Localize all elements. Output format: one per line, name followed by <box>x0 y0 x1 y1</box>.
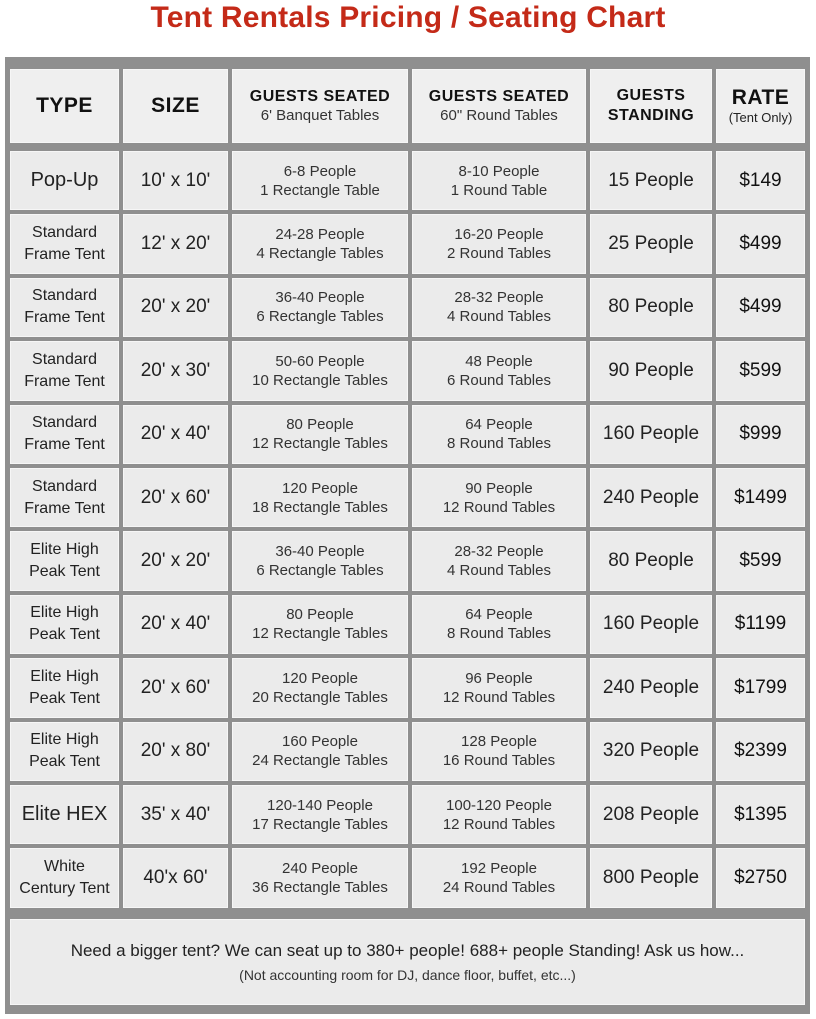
tent-type-line: Frame Tent <box>24 309 105 327</box>
tent-type-line: Frame Tent <box>24 436 105 454</box>
banquet-guests: 120 People <box>282 669 358 687</box>
round-guests: 128 People <box>461 733 537 751</box>
row-6-size-cell <box>123 468 228 527</box>
banquet-tables: 12 Rectangle Tables <box>252 435 388 453</box>
banquet-tables: 10 Rectangle Tables <box>252 371 388 389</box>
standing-guests: 15 People <box>608 169 694 191</box>
round-guests: 28-32 People <box>454 543 544 561</box>
round-guests: 16-20 People <box>454 226 544 244</box>
row-5-round-cell <box>412 405 586 464</box>
banquet-tables: 24 Rectangle Tables <box>252 752 388 770</box>
row-2-type-cell <box>10 214 119 273</box>
row-12-round-cell <box>412 848 586 907</box>
row-7-type-cell <box>10 531 119 590</box>
standing-guests: 208 People <box>602 803 700 825</box>
header-rate-label: RATE <box>731 86 790 109</box>
header-standing-line2: STANDING <box>607 107 695 124</box>
row-11-size-cell <box>123 785 228 844</box>
round-guests: 96 People <box>465 669 533 687</box>
rate-price: $499 <box>739 296 782 318</box>
row-2-standing-cell <box>590 214 712 273</box>
tent-size: 20' x 60' <box>140 676 211 698</box>
rate-price: $599 <box>739 359 782 381</box>
row-2-banquet-cell <box>232 214 408 273</box>
row-7-standing-cell <box>590 531 712 590</box>
row-4-rate-cell <box>716 341 805 400</box>
rate-price: $599 <box>739 550 782 572</box>
round-tables: 8 Round Tables <box>447 435 551 453</box>
row-8-banquet-cell <box>232 595 408 654</box>
tent-size: 20' x 60' <box>140 486 211 508</box>
round-guests: 192 People <box>461 860 537 878</box>
tent-type-line: Standard <box>32 414 97 432</box>
tent-type-line: White <box>44 858 85 876</box>
banquet-tables: 18 Rectangle Tables <box>252 498 388 516</box>
row-5-type-cell <box>10 405 119 464</box>
row-6-banquet-cell <box>232 468 408 527</box>
banquet-guests: 24-28 People <box>275 226 365 244</box>
footer-main-text: Need a bigger tent? We can seat up to 380+ people! 688+ people Standing! Ask us how... <box>70 941 745 960</box>
pricing-table <box>5 57 810 1014</box>
round-tables: 16 Round Tables <box>442 752 556 770</box>
round-guests: 64 People <box>465 416 533 434</box>
row-4-round-cell <box>412 341 586 400</box>
rate-price: $1499 <box>734 486 787 508</box>
tent-type-line: Century Tent <box>19 880 110 898</box>
tent-type-line: Peak Tent <box>29 753 100 771</box>
row-12-type-cell <box>10 848 119 907</box>
banquet-guests: 120-140 People <box>267 796 373 814</box>
row-8-rate-cell <box>716 595 805 654</box>
round-tables: 1 Round Table <box>450 181 548 199</box>
row-12-standing-cell <box>590 848 712 907</box>
row-6-standing-cell <box>590 468 712 527</box>
standing-guests: 160 People <box>602 423 700 445</box>
rate-price: $149 <box>739 169 782 191</box>
row-1-size-cell <box>123 151 228 210</box>
standing-guests: 25 People <box>608 233 694 255</box>
header-size-label: SIZE <box>151 94 200 117</box>
standing-guests: 800 People <box>602 867 700 889</box>
row-12-size-cell <box>123 848 228 907</box>
rate-price: $1799 <box>734 676 787 698</box>
tent-type-line: Elite HEX <box>21 803 108 826</box>
banquet-tables: 4 Rectangle Tables <box>256 245 384 263</box>
tent-size: 12' x 20' <box>140 233 211 255</box>
standing-guests: 80 People <box>608 550 694 572</box>
row-10-type-cell <box>10 722 119 781</box>
row-7-round-cell <box>412 531 586 590</box>
banquet-guests: 80 People <box>286 416 354 434</box>
banquet-guests: 36-40 People <box>275 543 365 561</box>
tent-size: 35' x 40' <box>140 803 211 825</box>
row-11-banquet-cell <box>232 785 408 844</box>
header-rate-sub: (Tent Only) <box>728 110 793 125</box>
row-8-size-cell <box>123 595 228 654</box>
tent-size: 20' x 30' <box>140 359 211 381</box>
row-8-standing-cell <box>590 595 712 654</box>
rate-price: $499 <box>739 233 782 255</box>
round-tables: 12 Round Tables <box>442 498 556 516</box>
round-tables: 12 Round Tables <box>442 815 556 833</box>
banquet-guests: 120 People <box>282 479 358 497</box>
row-7-banquet-cell <box>232 531 408 590</box>
round-tables: 2 Round Tables <box>447 245 551 263</box>
row-5-size-cell <box>123 405 228 464</box>
row-9-type-cell <box>10 658 119 717</box>
row-4-size-cell <box>123 341 228 400</box>
row-3-standing-cell <box>590 278 712 337</box>
banquet-tables: 12 Rectangle Tables <box>252 625 388 643</box>
round-guests: 48 People <box>465 352 533 370</box>
row-5-rate-cell <box>716 405 805 464</box>
header-size <box>123 69 228 143</box>
banquet-guests: 6-8 People <box>283 162 357 180</box>
tent-size: 20' x 40' <box>140 613 211 635</box>
header-round <box>412 69 586 143</box>
tent-type-line: Elite High <box>30 604 99 622</box>
row-3-banquet-cell <box>232 278 408 337</box>
row-12-banquet-cell <box>232 848 408 907</box>
row-3-type-cell <box>10 278 119 337</box>
row-11-rate-cell <box>716 785 805 844</box>
row-4-type-cell <box>10 341 119 400</box>
row-2-rate-cell <box>716 214 805 273</box>
row-2-size-cell <box>123 214 228 273</box>
round-tables: 4 Round Tables <box>447 562 551 580</box>
banquet-tables: 1 Rectangle Table <box>260 181 380 199</box>
rate-price: $1199 <box>734 613 787 635</box>
row-1-standing-cell <box>590 151 712 210</box>
tent-type-line: Peak Tent <box>29 689 100 707</box>
standing-guests: 240 People <box>602 676 700 698</box>
standing-guests: 160 People <box>602 613 700 635</box>
banquet-tables: 6 Rectangle Tables <box>256 308 384 326</box>
header-round-title: GUESTS SEATED <box>428 88 570 105</box>
tent-type-line: Standard <box>32 477 97 495</box>
standing-guests: 80 People <box>608 296 694 318</box>
tent-type-line: Peak Tent <box>29 563 100 581</box>
round-guests: 64 People <box>465 606 533 624</box>
row-9-size-cell <box>123 658 228 717</box>
banquet-guests: 36-40 People <box>275 289 365 307</box>
footer-note-box <box>10 919 805 1005</box>
row-8-type-cell <box>10 595 119 654</box>
header-rate <box>716 69 805 143</box>
tent-size: 20' x 40' <box>140 423 211 445</box>
header-banquet <box>232 69 408 143</box>
banquet-tables: 17 Rectangle Tables <box>252 815 388 833</box>
row-12-rate-cell <box>716 848 805 907</box>
row-10-rate-cell <box>716 722 805 781</box>
standing-guests: 320 People <box>602 740 700 762</box>
header-banquet-title: GUESTS SEATED <box>249 88 391 105</box>
row-11-standing-cell <box>590 785 712 844</box>
standing-guests: 240 People <box>602 486 700 508</box>
header-round-sub: 60" Round Tables <box>440 107 558 124</box>
tent-type-line: Frame Tent <box>24 372 105 390</box>
row-4-standing-cell <box>590 341 712 400</box>
row-9-round-cell <box>412 658 586 717</box>
row-11-type-cell <box>10 785 119 844</box>
round-tables: 4 Round Tables <box>447 308 551 326</box>
row-10-standing-cell <box>590 722 712 781</box>
banquet-tables: 36 Rectangle Tables <box>252 879 388 897</box>
tent-size: 40'x 60' <box>143 867 208 889</box>
tent-type-line: Standard <box>32 350 97 368</box>
rate-price: $2750 <box>734 867 787 889</box>
row-11-round-cell <box>412 785 586 844</box>
banquet-guests: 50-60 People <box>275 352 365 370</box>
banquet-tables: 6 Rectangle Tables <box>256 562 384 580</box>
row-9-banquet-cell <box>232 658 408 717</box>
row-8-round-cell <box>412 595 586 654</box>
row-1-type-cell <box>10 151 119 210</box>
round-tables: 6 Round Tables <box>447 371 551 389</box>
round-guests: 28-32 People <box>454 289 544 307</box>
banquet-guests: 240 People <box>282 860 358 878</box>
row-5-banquet-cell <box>232 405 408 464</box>
row-3-size-cell <box>123 278 228 337</box>
tent-type-line: Standard <box>32 224 97 242</box>
rate-price: $2399 <box>734 740 787 762</box>
row-7-rate-cell <box>716 531 805 590</box>
tent-size: 20' x 20' <box>140 296 211 318</box>
tent-type-line: Frame Tent <box>24 246 105 264</box>
row-7-size-cell <box>123 531 228 590</box>
row-10-round-cell <box>412 722 586 781</box>
row-1-rate-cell <box>716 151 805 210</box>
tent-type-line: Peak Tent <box>29 626 100 644</box>
row-1-banquet-cell <box>232 151 408 210</box>
rate-price: $1395 <box>734 803 787 825</box>
header-banquet-sub: 6' Banquet Tables <box>260 107 380 124</box>
round-tables: 24 Round Tables <box>442 879 556 897</box>
row-9-rate-cell <box>716 658 805 717</box>
tent-type-line: Elite High <box>30 731 99 749</box>
tent-type-line: Frame Tent <box>24 499 105 517</box>
tent-type-line: Elite High <box>30 541 99 559</box>
header-type <box>10 69 119 143</box>
row-3-round-cell <box>412 278 586 337</box>
row-6-round-cell <box>412 468 586 527</box>
row-10-size-cell <box>123 722 228 781</box>
round-tables: 8 Round Tables <box>447 625 551 643</box>
tent-type-line: Standard <box>32 287 97 305</box>
footer-sub-text: (Not accounting room for DJ, dance floor, buffet, etc...) <box>239 967 576 983</box>
row-6-type-cell <box>10 468 119 527</box>
tent-type-line: Elite High <box>30 667 99 685</box>
header-type-label: TYPE <box>36 94 93 117</box>
rate-price: $999 <box>739 423 782 445</box>
tent-size: 20' x 20' <box>140 550 211 572</box>
tent-size: 20' x 80' <box>140 740 211 762</box>
header-standing-line1: GUESTS <box>616 87 686 104</box>
header-standing <box>590 69 712 143</box>
row-5-standing-cell <box>590 405 712 464</box>
round-guests: 90 People <box>465 479 533 497</box>
page-title: Tent Rentals Pricing / Seating Chart <box>150 1 666 34</box>
round-guests: 8-10 People <box>458 162 540 180</box>
banquet-guests: 160 People <box>282 733 358 751</box>
row-9-standing-cell <box>590 658 712 717</box>
row-1-round-cell <box>412 151 586 210</box>
row-3-rate-cell <box>716 278 805 337</box>
round-guests: 100-120 People <box>446 796 552 814</box>
tent-type-line: Pop-Up <box>30 169 99 192</box>
row-6-rate-cell <box>716 468 805 527</box>
row-10-banquet-cell <box>232 722 408 781</box>
banquet-tables: 20 Rectangle Tables <box>252 688 388 706</box>
standing-guests: 90 People <box>608 359 694 381</box>
round-tables: 12 Round Tables <box>442 688 556 706</box>
row-2-round-cell <box>412 214 586 273</box>
banquet-guests: 80 People <box>286 606 354 624</box>
row-4-banquet-cell <box>232 341 408 400</box>
tent-size: 10' x 10' <box>140 169 211 191</box>
